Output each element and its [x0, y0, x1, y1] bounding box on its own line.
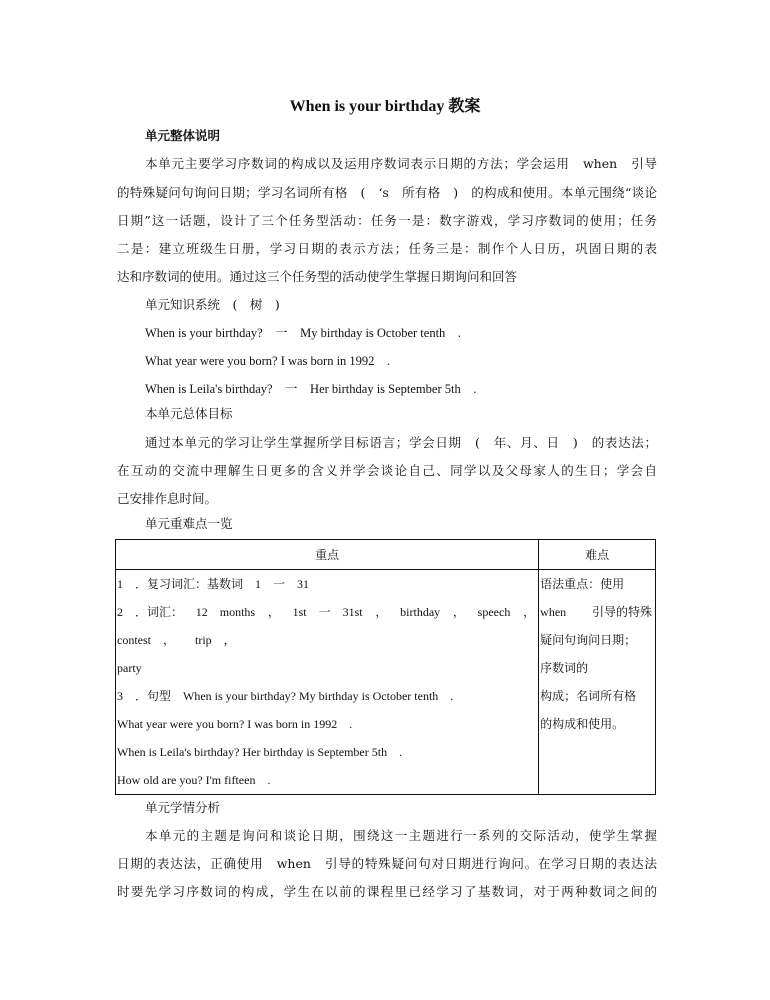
- knowledge-line-1: When is your birthday? 一 My birthday is October tenth .: [145, 326, 461, 340]
- difficult-line-2: [539, 598, 655, 626]
- analysis-heading: 单元学情分析: [145, 800, 221, 815]
- overview-line-4: 二是：建立班级生日册，学习日期的表示方法；任务三是：制作个人日历，巩固日期的表: [117, 241, 657, 256]
- difficult-line-2-part: 引导的特殊: [591, 605, 652, 619]
- goals-line-2: 在互动的交流中理解生日更多的含义并学会谈论自己、同学以及父母家人的生日；学会自: [117, 463, 657, 478]
- table-row: [116, 570, 656, 795]
- key-line-2: [116, 598, 538, 626]
- difficult-line-5: 构成；名词所有格: [540, 689, 637, 703]
- key-line-2-part: 2 ．词汇：: [117, 605, 184, 619]
- difficult-line-4: 序数词的: [540, 661, 589, 675]
- key-line-2-part: ，: [523, 605, 536, 619]
- document-title: When is your birthday 教案: [289, 98, 481, 115]
- key-line-2-part: 12 months: [195, 605, 256, 619]
- key-line-2-part: ，: [452, 605, 465, 619]
- key-line-8: How old are you? I'm fifteen .: [117, 773, 271, 787]
- table-header-key: 重点: [116, 540, 539, 570]
- overview-line-2: 的特殊疑问句询问日期；学习名词所有格 ( ‘s 所有格 ) 的构成和使用。本单元围绕“谈论: [117, 185, 657, 200]
- analysis-line-1: 本单元的主题是询问和谈论日期，围绕这一主题进行一系列的交际活动，使学生掌握: [145, 828, 657, 843]
- keypoints-heading: 单元重难点一览: [145, 516, 233, 531]
- analysis-line-3: 时要先学习序数词的构成，学生在以前的课程里已经学习了基数词，对于两种数词之间的: [117, 884, 657, 899]
- key-points-cell: [116, 570, 539, 795]
- difficult-line-1: 语法重点：使用: [540, 577, 625, 591]
- goals-heading: 本单元总体目标: [145, 406, 233, 421]
- key-line-7: When is Leila's birthday? Her birthday is September 5th .: [117, 745, 403, 759]
- key-line-3: [116, 626, 538, 654]
- overview-heading: 单元整体说明: [145, 128, 221, 143]
- key-line-5: 3 ．句型 When is your birthday? My birthday is October tenth .: [117, 689, 454, 703]
- goals-line-1: 通过本单元的学习让学生掌握所学目标语言；学会日期 ( 年、月、日 ) 的表达法；: [145, 435, 657, 450]
- key-line-2-part: birthday: [400, 605, 441, 619]
- key-line-2-part: ，: [375, 605, 388, 619]
- key-line-3-part: contest ，: [117, 633, 175, 647]
- analysis-line-2: 日期的表达法，正确使用 when 引导的特殊疑问句对日期进行询问。在学习日期的表达法: [117, 856, 657, 871]
- overview-line-3: 日期”这一话题，设计了三个任务型活动：任务一是：数字游戏，学习序数词的使用；任务: [117, 213, 657, 228]
- key-line-6: What year were you born? I was born in 1992 .: [117, 717, 353, 731]
- key-line-2-part: ，: [267, 605, 280, 619]
- key-line-1: 1 ．复习词汇：基数词 1 一 31: [117, 577, 310, 591]
- knowledge-line-3: When is Leila's birthday? 一 Her birthday is September 5th .: [145, 382, 477, 396]
- difficult-line-3: 疑问句询问日期；: [540, 633, 637, 647]
- goals-line-3: 己安排作息时间。: [117, 491, 218, 506]
- knowledge-line-2: What year were you born? I was born in 1992 .: [145, 354, 391, 368]
- table-header-row: [116, 540, 656, 570]
- key-line-4: party: [117, 661, 142, 675]
- difficult-line-2-part: when: [540, 605, 567, 619]
- difficult-line-6: 的构成和使用。: [540, 717, 625, 731]
- overview-line-5: 达和序数词的使用。通过这三个任务型的活动使学生掌握日期询问和回答: [117, 269, 518, 284]
- knowledge-heading: 单元知识系统 ( 树 ): [145, 297, 280, 312]
- overview-line-1: 本单元主要学习序数词的构成以及运用序数词表示日期的方法；学会运用 when 引导: [145, 156, 657, 171]
- key-line-2-part: speech: [477, 605, 511, 619]
- key-line-2-part: 1st 一 31st: [292, 605, 363, 619]
- difficult-points-cell: [539, 570, 656, 795]
- key-line-3-part: trip ，: [195, 633, 236, 647]
- table-header-difficult: 难点: [539, 540, 656, 570]
- keypoints-table: [115, 539, 656, 795]
